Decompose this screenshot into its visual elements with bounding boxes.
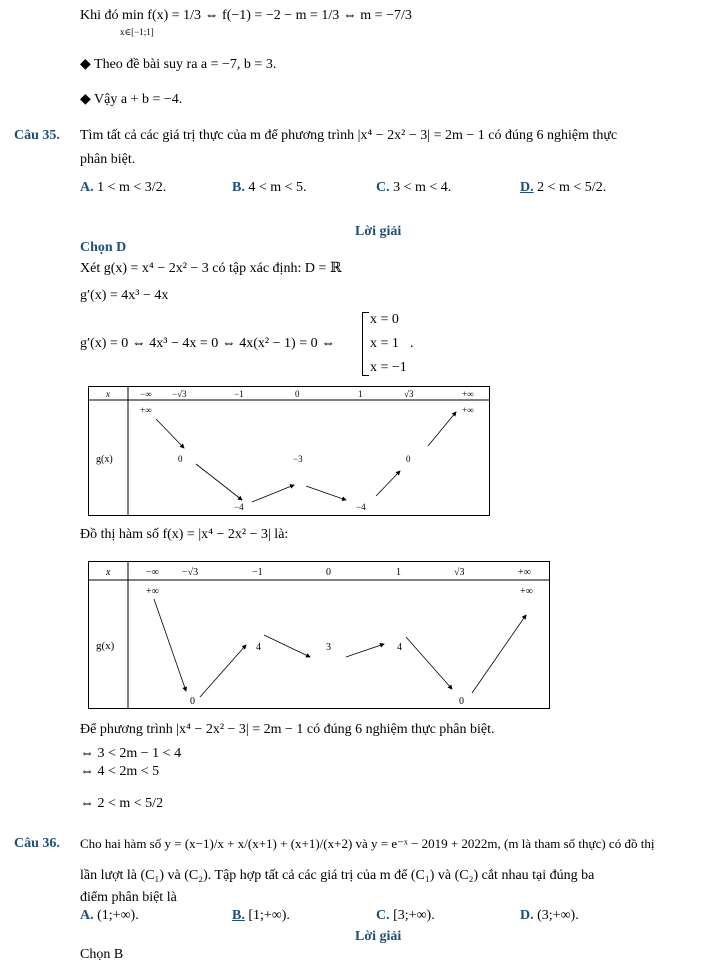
t1-xlabel: x <box>106 389 110 399</box>
question-36-stem-line2: lần lượt là (C₁) và (C₂). Tập hợp tất cả các giá trị của m để (C₁) và (C₂) cắt nhau tại đúng ba <box>80 868 595 883</box>
q35-option-c[interactable]: C. 3 < m < 4. <box>376 180 452 195</box>
q36-option-c[interactable]: C. [3;+∞). <box>376 908 435 923</box>
t2-xlabel: x <box>106 567 111 578</box>
q35-condition: Để phương trình |x⁴ − 2x² − 3| = 2m − 1 có đúng 6 nghiệm thực phân biệt. <box>80 722 495 737</box>
q36-option-b[interactable]: B. [1;+∞). <box>232 908 290 923</box>
t1-arrow-5 <box>376 471 400 496</box>
t1-x-neg-inf: −∞ <box>140 389 152 399</box>
t2-arrow-1 <box>154 599 186 691</box>
t2-arrow-2 <box>200 645 246 697</box>
q35-option-d[interactable]: D. 2 < m < 5/2. <box>520 180 607 195</box>
q35-equiv-1: ⇔ 3 < 2m − 1 < 4 <box>80 746 182 761</box>
t1-val-0-right: 0 <box>406 454 411 464</box>
q35-step-derivative: g′(x) = 4x³ − 4x <box>80 288 169 303</box>
question-35-stem-line2: phân biệt. <box>80 152 136 167</box>
q36-solution-title: Lời giải <box>355 929 402 944</box>
t2-x-neg1: −1 <box>252 567 263 578</box>
q35-solution-title: Lời giải <box>355 224 402 239</box>
t2-val-pos-inf-right: +∞ <box>520 586 533 597</box>
variation-table-f <box>88 561 550 709</box>
t2-val-pos-inf-left: +∞ <box>146 586 159 597</box>
graph-caption: Đồ thị hàm số f(x) = |x⁴ − 2x² − 3| là: <box>80 527 289 542</box>
q35-root-1: x = 1 <box>370 336 399 351</box>
t2-arrow-5 <box>406 637 452 689</box>
q35-roots-period: . <box>410 336 414 351</box>
t2-arrow-4 <box>346 644 384 657</box>
t1-val-pos-inf-right: +∞ <box>462 405 474 415</box>
t1-arrow-3 <box>252 485 294 502</box>
q35-equiv-2: ⇔ 4 < 2m < 5 <box>80 764 160 779</box>
t2-x-sqrt3: √3 <box>454 567 465 578</box>
t1-arrow-4 <box>306 486 346 500</box>
t2-ylabel: g(x) <box>96 640 115 652</box>
t1-ylabel: g(x) <box>96 454 113 465</box>
q35-root-0: x = 0 <box>370 312 399 327</box>
q35-roots-bracket <box>362 312 369 376</box>
t1-x-neg-sqrt3: −√3 <box>172 389 187 399</box>
t1-val-min4-left: −4 <box>234 502 244 512</box>
question-35-label: Câu 35. <box>14 128 60 143</box>
q36-option-d[interactable]: D. (3;+∞). <box>520 908 579 923</box>
bullet-sum-ab: ◆ Vậy a + b = −4. <box>80 92 183 107</box>
t2-x-neg-inf: −∞ <box>146 567 159 578</box>
t1-val-pos-inf-left: +∞ <box>140 405 152 415</box>
t1-arrow-1 <box>156 419 184 448</box>
question-36-stem-line1: Cho hai hàm số y = (x−1)/x + x/(x+1) + (x+1)/(x+2) và y = e⁻ˣ − 2019 + 2022m, (m là tham số thực) có đồ thị <box>80 836 655 851</box>
t2-val-4-left: 4 <box>256 642 261 653</box>
t1-x-0: 0 <box>295 389 300 399</box>
q35-step-define-g: Xét g(x) = x⁴ − 2x² − 3 có tập xác định: D = ℝ <box>80 261 342 276</box>
question-35-stem-line1: Tìm tất cả các giá trị thực của m để phương trình |x⁴ − 2x² − 3| = 2m − 1 có đúng 6 nghiệm thực <box>80 128 618 143</box>
t1-x-1: 1 <box>358 389 363 399</box>
t1-arrow-6 <box>428 412 456 446</box>
q35-choice: Chọn D <box>80 240 127 255</box>
t2-x-0: 0 <box>326 567 331 578</box>
q35-equiv-3: ⇔ 2 < m < 5/2 <box>80 796 164 811</box>
variation-table-g <box>88 386 490 516</box>
t2-x-neg-sqrt3: −√3 <box>182 567 199 578</box>
bullet-icon: ◆ <box>80 57 95 72</box>
q35-option-a[interactable]: A. 1 < m < 3/2. <box>80 180 167 195</box>
t1-arrow-2 <box>196 464 242 500</box>
t1-x-neg1: −1 <box>234 389 244 399</box>
q36-choice: Chọn B <box>80 947 124 962</box>
t1-val-min3: −3 <box>293 454 303 464</box>
t1-x-sqrt3: √3 <box>404 389 414 399</box>
t1-x-pos-inf: +∞ <box>462 389 474 399</box>
q35-option-b[interactable]: B. 4 < m < 5. <box>232 180 307 195</box>
t2-val-0-right: 0 <box>459 696 464 707</box>
q35-step-roots: g′(x) = 0 ⇔ 4x³ − 4x = 0 ⇔ 4x(x² − 1) = 0 ⇔ <box>80 336 336 351</box>
t2-arrow-3 <box>264 635 310 657</box>
bullet-conclusion-ab: ◆ Theo đề bài suy ra a = −7, b = 3. <box>80 57 277 72</box>
q36-option-a[interactable]: A. (1;+∞). <box>80 908 139 923</box>
q35-root-minus1: x = −1 <box>370 360 407 375</box>
question-36-stem-line3: điểm phân biệt là <box>80 890 177 905</box>
bullet-icon: ◆ <box>80 92 95 107</box>
intro-line-min: Khi đó min f(x) = 1/3 ⇔ f(−1) = −2 − m = 1/3 ⇔ m = −7/3 <box>80 8 412 23</box>
t2-x-pos-inf: +∞ <box>518 567 531 578</box>
t2-arrow-6 <box>472 615 526 693</box>
t1-val-min4-right: −4 <box>356 502 366 512</box>
t2-val-3: 3 <box>326 642 331 653</box>
t2-x-1: 1 <box>396 567 401 578</box>
t1-val-0-left: 0 <box>178 454 183 464</box>
t2-val-4-right: 4 <box>397 642 402 653</box>
intro-line-min-subscript: x∈[−1;1] <box>120 27 154 37</box>
question-36-label: Câu 36. <box>14 836 60 851</box>
t2-val-0-left: 0 <box>190 696 195 707</box>
